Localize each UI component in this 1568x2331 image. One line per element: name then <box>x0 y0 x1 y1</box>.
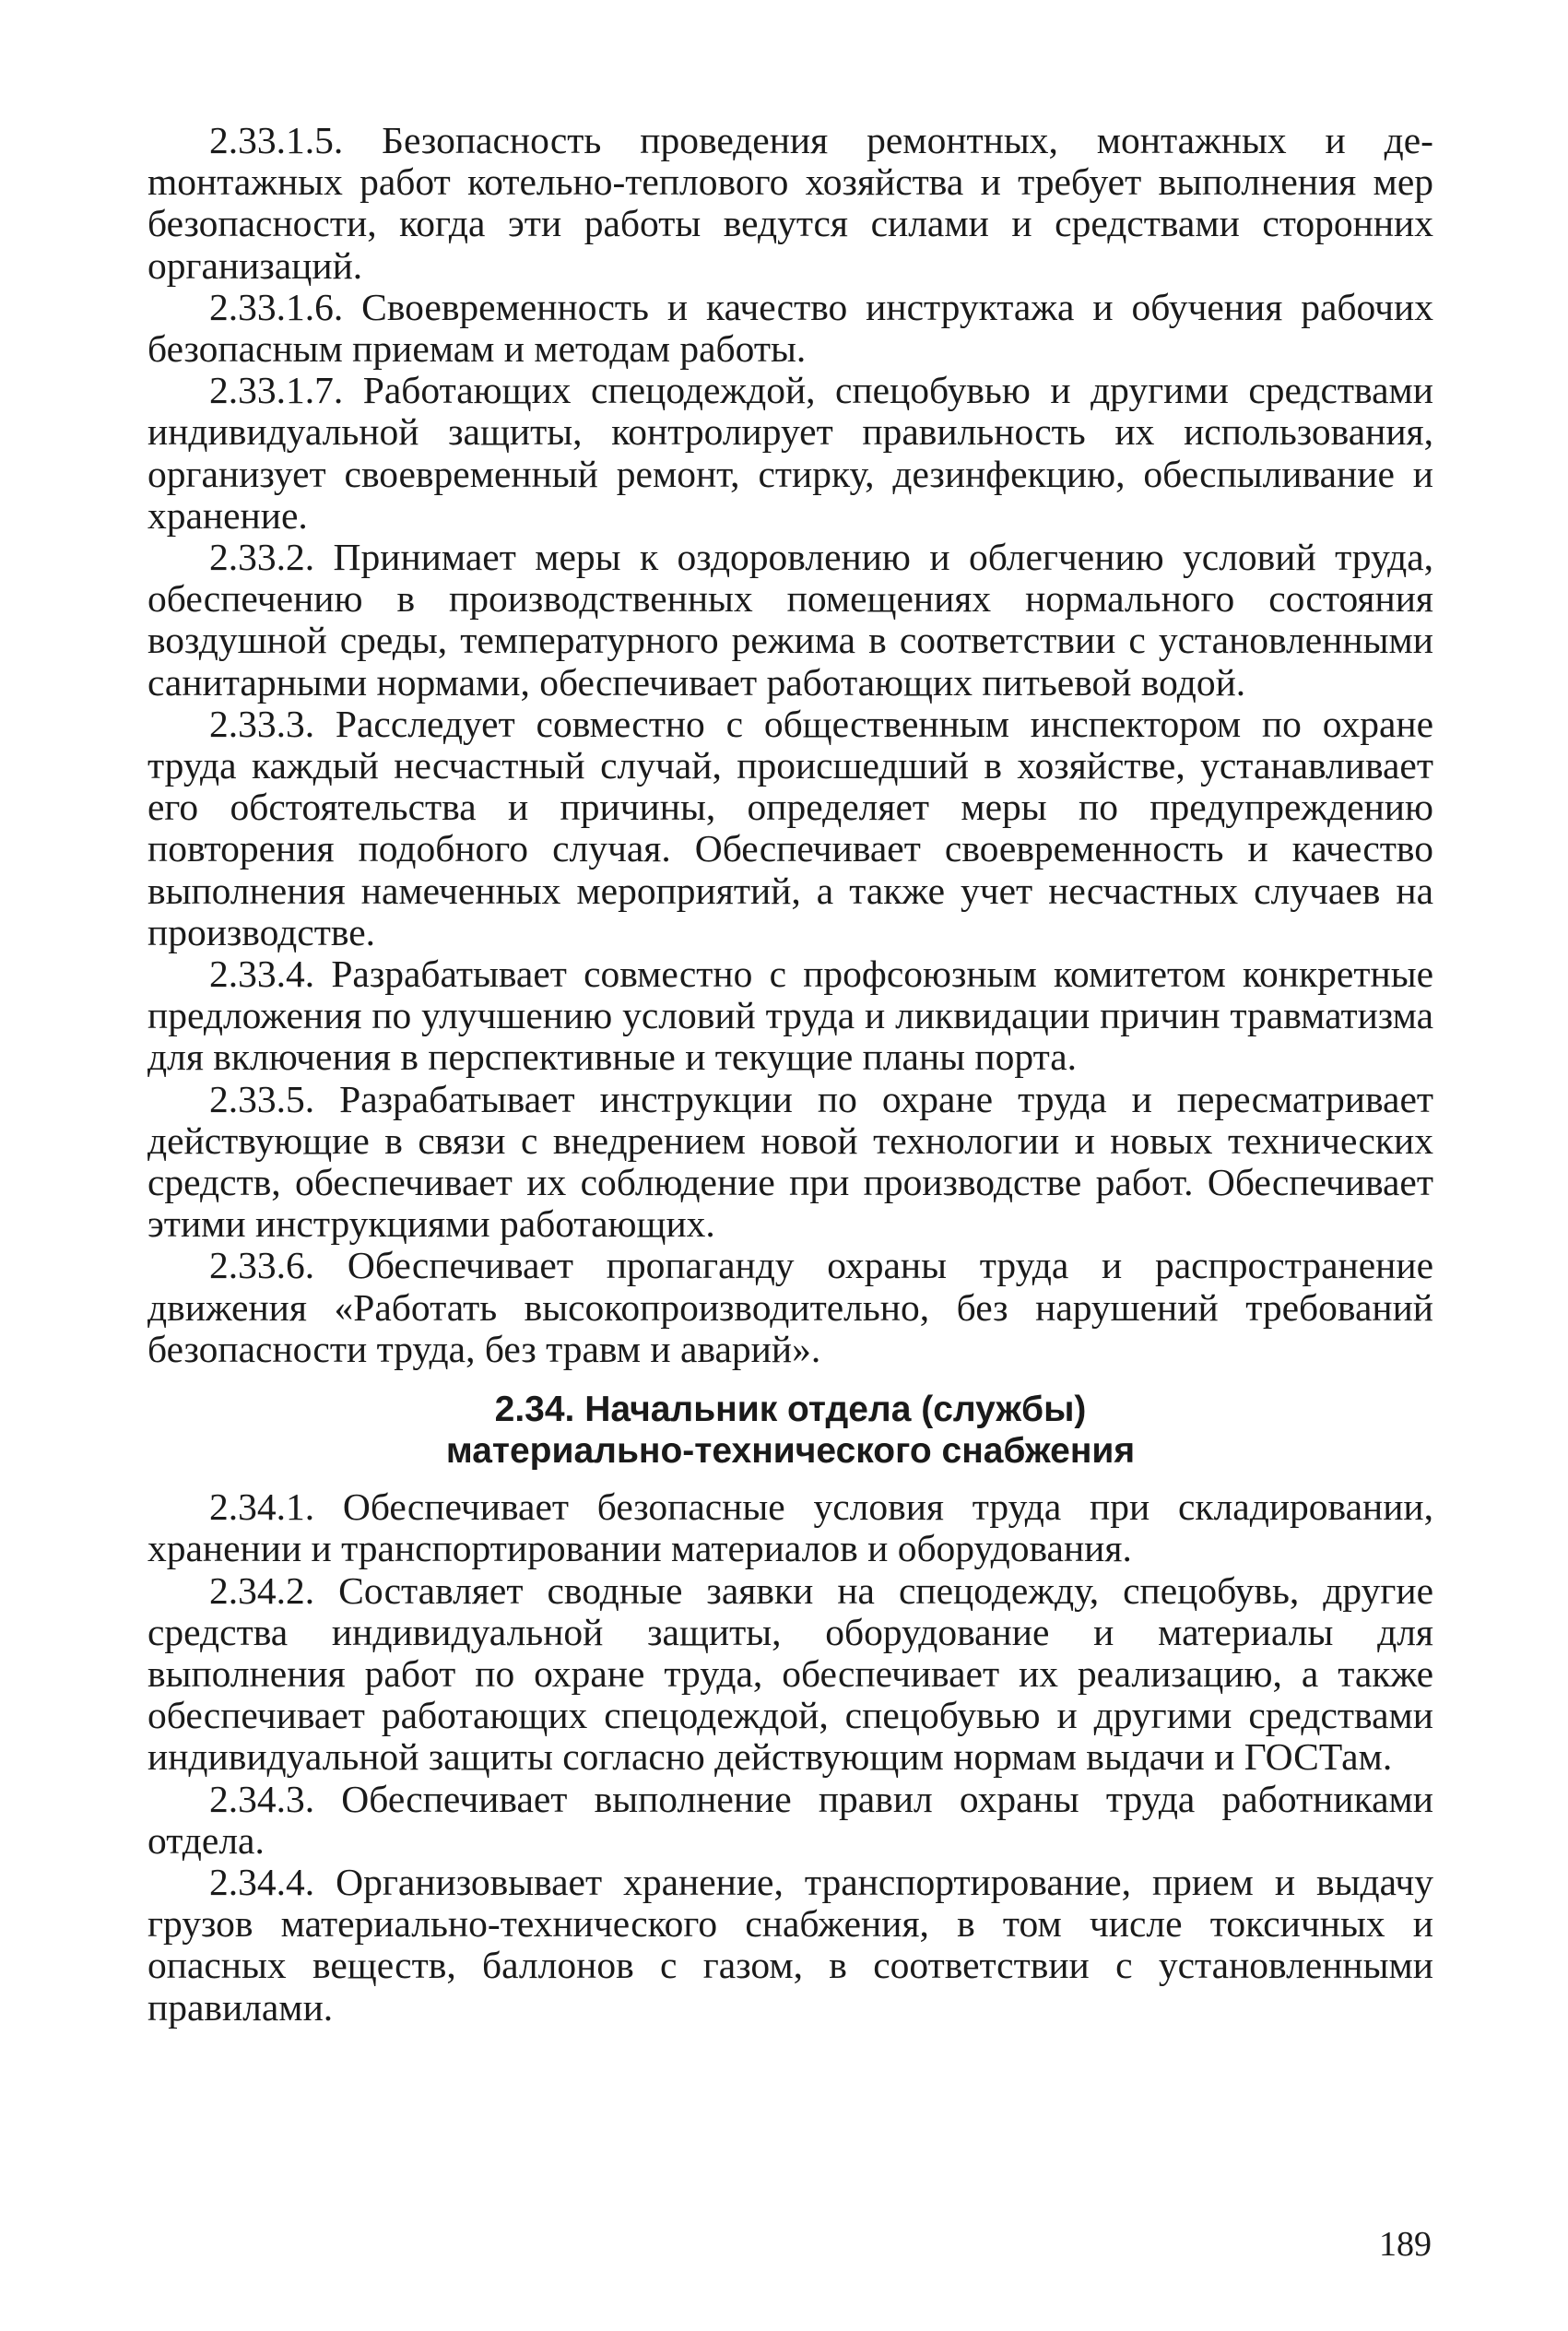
document-page <box>147 120 1433 2029</box>
paragraph-2-33-5: 2.33.5. Разрабатывает инструкции по охране труда и пересматривает действующие в связи с внедрением новой технологии и новых технических средств, обеспечивает их соблюдение при производстве работ. Обеспечивает этими инструкциями работающих. <box>147 1077 1433 1246</box>
paragraph-2-33-2: 2.33.2. Принимает меры к оздоровлению и облегчению условий труда, обеспечению в производственных помещениях нормального состояния воздушной среды, температурного режима в соответствии с установленными санитарными нормами, обеспечивает работающих питьевой водой. <box>147 536 1433 704</box>
paragraph-2-34-3: 2.34.3. Обеспечивает выполнение правил охраны труда работниками отдела. <box>147 1777 1433 1862</box>
paragraph-2-33-6: 2.33.6. Обеспечивает пропаганду охраны труда и распространение движения «Работать высокопроизводительно, без нарушений требований безопасности труда, без травм и аварий». <box>147 1244 1433 1370</box>
section-heading <box>147 1389 1433 1472</box>
paragraph-2-34-4: 2.34.4. Организовывает хранение, транспортирование, прием и выдачу грузов материально-технического снабжения, в том числе токсичных и опасных веществ, баллонов с газом, в соответствии с установленными правилами. <box>147 1860 1433 2029</box>
paragraph-2-34-1: 2.34.1. Обеспечивает безопасные условия труда при складировании, хранении и транспортировании материалов и оборудования. <box>147 1485 1433 1570</box>
paragraph-2-33-1-6: 2.33.1.6. Своевременность и качество инструктажа и обучения рабочих безопасным приемам и методам работы. <box>147 285 1433 371</box>
paragraph-2-33-1-7: 2.33.1.7. Работающих спецодеждой, спецобувью и другими средствами индивидуальной защиты, контролирует правильность их использования, организует своевременный ремонт, стирку, дезинфекцию, обеспыливание и хранение. <box>147 369 1433 537</box>
section-heading-line-2: материально-технического снабжения <box>445 1431 1136 1472</box>
section-heading-line-1: 2.34. Начальник отдела (службы) <box>494 1390 1087 1430</box>
page-number: 189 <box>1379 2225 1432 2264</box>
paragraph-2-33-4: 2.33.4. Разрабатывает совместно с профсоюзным комитетом конкретные предложения по улучшению условий труда и ликвидации причин травматизма для включения в перспективные и текущие планы порта. <box>147 953 1433 1079</box>
paragraph-2-33-3: 2.33.3. Расследует совместно с общественным инспектором по охране труда каждый несчастный случай, происшедший в хозяйстве, устанавливает его обстоятельства и причины, определяет меры по предупреждению повторения подобного случая. Обеспечивает своевременность и качество выполнения намеченных мероприятий, а также учет несчастных случаев на производстве. <box>147 702 1433 953</box>
paragraph-2-34-2: 2.34.2. Составляет сводные заявки на спецодежду, спецобувь, другие средства индивидуальной защиты, оборудование и материалы для выполнения работ по охране труда, обеспечивает их реализацию, а также обеспечивает работающих спецодеждой, спецобувью и другими средствами индивидуальной защиты согласно действующим нормам выдачи и ГОСТам. <box>147 1568 1433 1779</box>
paragraph-2-33-1-5: 2.33.1.5. Безопасность проведения ремонтных, монтажных и деmонтажных работ котельно-теплового хозяйства и требует выполнения мер безопасности, когда эти работы ведутся силами и средствами сторонних организаций. <box>147 119 1433 287</box>
